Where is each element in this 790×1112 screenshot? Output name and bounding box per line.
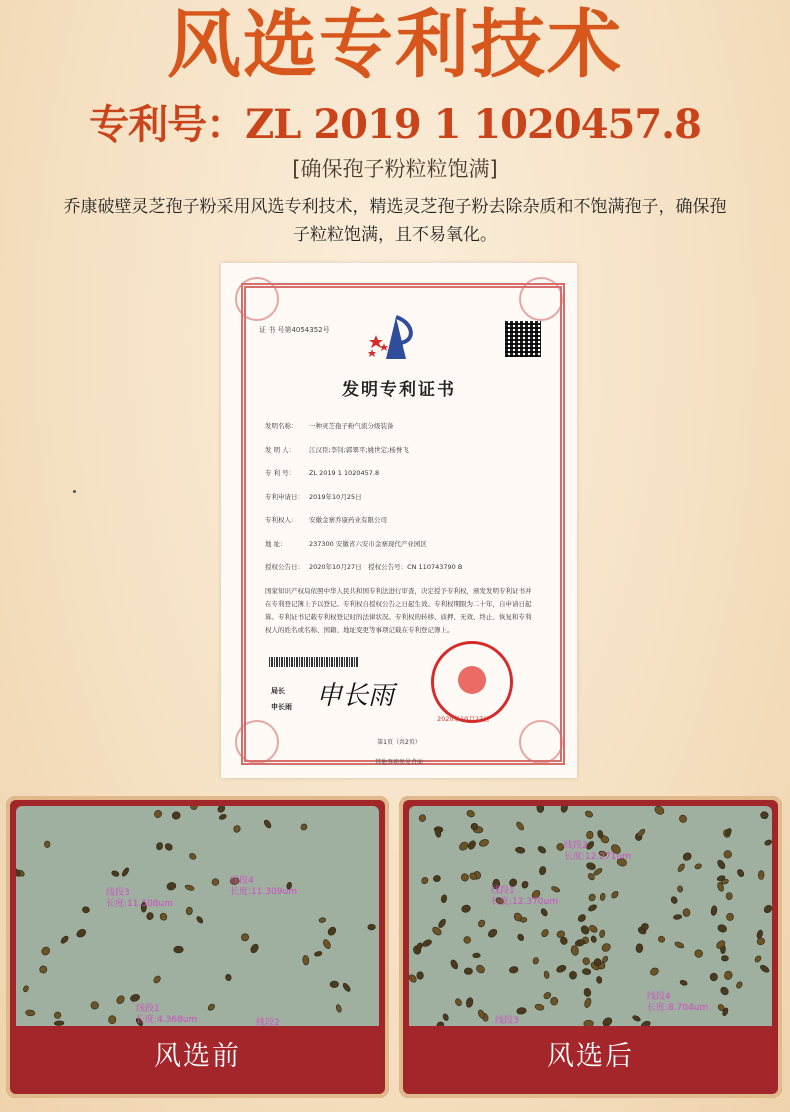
spore [342,982,352,993]
spore [577,913,587,923]
barcode-icon [269,657,359,667]
spore [509,966,519,974]
spore [442,1013,449,1021]
spore [409,973,418,983]
spore [532,957,539,965]
spore [717,923,728,933]
spore [75,928,87,939]
qr-code-icon [505,321,541,357]
spore [657,935,666,943]
spore [588,924,598,934]
spore [719,986,730,997]
spore [575,938,586,947]
spore [25,1010,35,1017]
patent-office-logo-icon [366,313,422,363]
measure-label: 线段1 长度:4.368um [136,1004,198,1025]
spore [249,943,259,954]
spore [539,866,547,876]
spore [190,806,198,810]
spore [763,904,772,915]
spore [759,964,770,974]
corner-ornament [235,277,279,321]
spore [422,938,433,947]
patent-certificate [221,263,577,778]
spore [580,924,591,935]
spore [219,813,228,820]
spore [515,847,525,854]
measure-label: 线段4 长度:8.704um [647,992,709,1013]
spore [653,806,665,816]
spore [735,981,743,990]
spore [171,811,181,820]
certificate-field: 专利权人： 安徽金寨乔康药业有限公司 [265,516,387,524]
spore [188,852,197,860]
spore [211,877,221,887]
spore [240,933,249,942]
spore [152,975,161,985]
spore [454,998,463,1007]
spore [560,806,568,813]
spore [159,912,168,921]
spore [679,979,688,986]
spore [754,955,762,964]
spore [153,809,163,819]
bracket-note: [确保孢子粉粒粒饱满] [292,157,498,181]
spore [636,944,643,953]
spore [599,930,605,938]
spore [82,906,90,913]
spore [420,876,429,885]
certificate-footer: 其他事项参见背面 [374,759,423,766]
spore [721,955,728,961]
spore [556,964,567,974]
spore [437,918,447,929]
patent-number: 专利号：ZL 2019 1 1020457.8 [89,101,701,148]
certificate-number: 证 书 号第4054352号 [259,326,330,334]
spore [570,945,579,956]
spore [330,981,339,988]
corner-ornament [519,277,563,321]
spore [121,867,130,877]
spore-image-after [409,806,772,1026]
spore [709,972,718,981]
spore [196,915,204,924]
spore [710,905,717,916]
spore [586,831,593,839]
spore [726,892,732,899]
spore [760,811,769,819]
spore [449,959,459,970]
spore [60,935,70,945]
spore [588,893,597,902]
spore [596,976,603,984]
spore [319,917,327,923]
spore [302,955,309,965]
after-panel [399,796,782,1098]
spore [677,863,686,873]
certificate-page: 第1页（共2页） [377,739,421,746]
spore [584,810,594,819]
certificate-title: 发明专利证书 [342,380,456,400]
spore [673,914,682,919]
spore [534,1003,544,1011]
spore [164,842,174,852]
spore [475,964,486,975]
spore [683,908,691,916]
spore [477,919,486,928]
spore [600,942,611,953]
spore [540,928,549,938]
spore [723,970,733,981]
certificate-body-text: 国家知识产权局依照中华人民共和国专利法进行审查，决定授予专利权，颁发发明专利证书并在专利登记簿上予以登记。专利权自授权公告之日起生效。专利权期限为二十年，自申请日起算。专利证书记载专利权登记时的法律状况。专利权的转移、质押、无效、终止、恢复和专利权人的姓名或名称、国籍、地址变更等事项记载在专利登记簿上。 [265,587,532,634]
spore [694,863,702,870]
spore [335,1004,342,1013]
signature: 申长雨 [316,681,395,711]
spore [515,821,525,832]
spore [587,903,597,912]
spore [736,868,745,878]
spore [467,839,477,850]
spore [314,951,322,957]
spore [590,935,597,943]
before-panel [6,796,389,1098]
spore [156,842,164,851]
spore [466,809,476,818]
certificate-field: 授权公告日： 2020年10月27日 授权公告号：CN 110743790 B [265,563,463,571]
spore [368,924,376,930]
spore [22,985,29,993]
before-banner: 风选前 [16,1026,379,1088]
spore [694,949,704,959]
spore [263,819,272,829]
spore [300,823,309,832]
spore [569,971,577,980]
official-seal-icon [431,641,513,723]
spore [516,1007,526,1015]
stray-dot [73,490,76,493]
spore [129,993,140,1002]
spore [441,894,448,903]
spore [478,838,489,847]
spore [601,1016,613,1026]
certificate-field: 发 明 人： 江汉臣;李钊;郭翠平;姚世定;杨誉飞 [265,445,409,454]
spore [417,972,424,980]
spore [682,851,693,862]
certificate-field: 地 址： 237300 安徽省六安市金寨现代产业园区 [265,539,427,548]
spore [722,849,733,860]
spore [53,1011,62,1020]
spore [764,839,772,846]
spore [582,968,591,975]
spore [649,966,660,976]
page-title: 风选专利技术 [167,2,623,88]
spore [487,928,499,939]
spore [108,1016,116,1024]
certificate-field: 发明名称： 一种灵芝孢子粉气流分级装备 [265,422,394,430]
description-text: 乔康破壁灵芝孢子粉采用风选专利技术，精选灵芝孢子粉去除杂质和不饱满孢子，确保孢子粒粒饱满，且不易氧化。 [63,197,727,245]
spore [583,997,592,1008]
after-banner: 风选后 [409,1026,772,1088]
measure-label: 线段2 长度:12.271um [564,841,631,862]
spore [670,896,678,905]
spore [471,823,478,829]
spore [174,946,184,953]
spore [225,974,232,982]
spore [40,945,51,956]
spore [111,870,120,878]
measure-label: 线段3 [495,1016,519,1026]
spore [91,1001,99,1009]
spore [610,890,619,899]
spore [465,997,473,1008]
spore [461,904,472,913]
spore [583,988,592,998]
measure-label: 线段4 长度:11.309um [230,876,297,897]
spore [586,862,597,871]
spore [207,1003,216,1012]
spore [582,957,591,966]
spore [540,908,549,918]
spore [632,1015,641,1023]
spore [543,971,549,979]
spore [460,872,470,882]
spore [758,870,764,879]
spore [216,806,226,814]
spore [674,941,685,949]
spore [186,907,193,915]
certificate-field: 专 利 号： ZL 2019 1 1020457.8 [265,469,380,477]
seal-date: 2020年10月27日 [437,715,490,723]
signatory-label: 局长 申长雨 [271,687,292,711]
spore [677,885,683,892]
spore [725,912,734,921]
spore [543,991,552,1000]
certificate-fields [265,415,545,580]
spore [536,806,544,813]
measure-label: 线段3 长度:11.508um [106,888,173,909]
spore [184,884,194,892]
measure-label: 线段1 长度:12.370um [491,886,558,907]
spore [115,994,126,1005]
spore [473,953,481,958]
microscope-image-after [409,806,772,1026]
spore [678,814,688,824]
spore [600,893,606,901]
spore [322,938,332,949]
spore [146,912,155,921]
spore [464,968,473,975]
spore [54,1021,64,1026]
spore [39,966,47,974]
spore [233,824,242,833]
measure-label: 线段2 [256,1018,280,1026]
spore [716,859,726,870]
spore [463,936,471,944]
spore [537,845,547,854]
spore [550,997,558,1005]
spore [516,933,524,942]
spore [433,875,441,883]
microscope-image-before [16,806,379,1026]
spore [594,958,602,966]
spore [326,926,337,937]
spore [418,814,426,823]
spore [44,841,50,848]
certificate-field: 专利申请日： 2019年10月25日 [265,492,362,501]
spore-image-before [16,806,379,1026]
